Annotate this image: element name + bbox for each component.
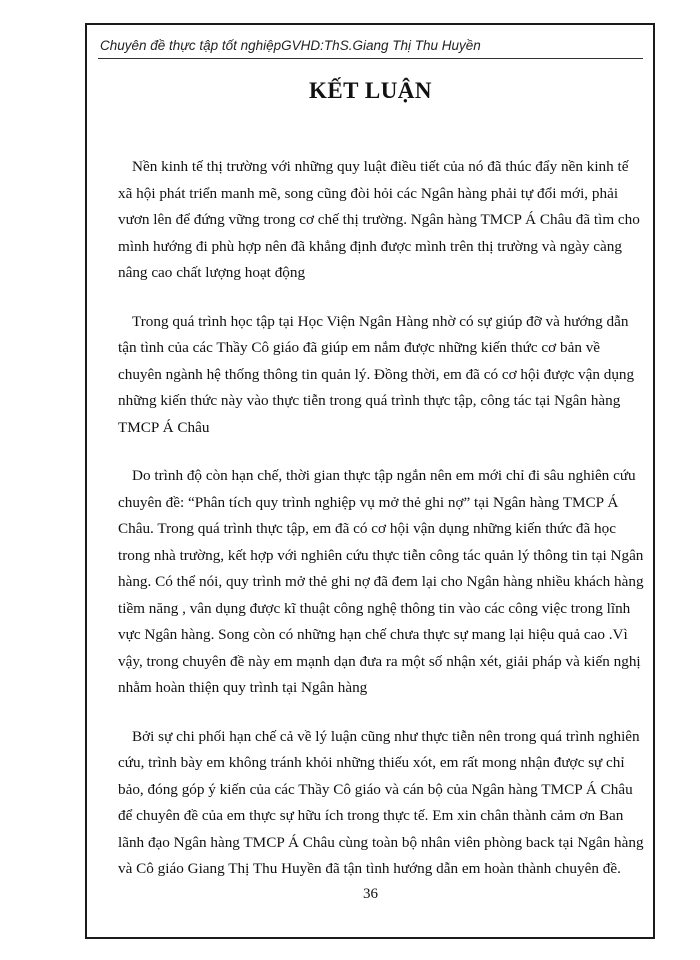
paragraph-4: Bởi sự chi phối hạn chế cả về lý luận cũng như thực tiễn nên trong quá trình nghiên cứu, trình bày em không tránh khỏi những thiếu xót, em rất mong nhận được sự chỉ bảo, đóng góp ý kiến của các Thầy Cô giáo và cán bộ của Ngân hàng TMCP Á Châu để chuyên đề của em thực sự hữu ích trong thực tế. Em xin chân thành cảm ơn Ban lãnh đạo Ngân hàng TMCP Á Châu cùng toàn bộ nhân viên phòng back tại Ngân hàng và Cô giáo Giang Thị Thu Huyền đã tận tình hướng dẫn em hoàn thành chuyên đề. <box>118 727 644 877</box>
paragraph-1: Nền kinh tế thị trường với những quy luật điều tiết của nó đã thúc đẩy nền kinh tế xã hội phát triển manh mẽ, song cũng đòi hỏi các Ngân hàng phải tự đổi mới, phải vươn lên để đứng vững trong cơ chế thị trường. Ngân hàng TMCP Á Châu đã tìm cho mình hướng đi phù hợp nên đã khẳng định được mình trên thị trường và ngày càng nâng cao chất lượng hoạt động <box>118 158 640 281</box>
page-number: 36 <box>363 886 378 902</box>
paragraph-3: Do trình độ còn hạn chế, thời gian thực tập ngắn nên em mới chỉ đi sâu nghiên cứu chuyên đề: “Phân tích quy trình nghiệp vụ mở thẻ ghi nợ” tại Ngân hàng TMCP Á Châu. Trong quá trình thực tập, em đã có cơ hội vận dụng những kiến thức đã học trong nhà trường, kết hợp với nghiên cứu thực tiễn công tác quản lý thông tin tại Ngân hàng. Có thể nói, quy trình mở thẻ ghi nợ đã đem lại cho Ngân hàng nhiều khách hàng tiềm năng , vân dụng được kĩ thuật công nghệ thông tin vào các công việc trong lĩnh vực Ngân hàng. Song còn có những hạn chế chưa thực sự mang lại hiệu quả cao .Vì vậy, trong chuyên đề này em mạnh dạn đưa ra một số nhận xét, giải pháp và kiến nghị nhằm hoàn thiện quy trình tại Ngân hàng <box>118 467 644 696</box>
header-rule <box>98 58 643 59</box>
running-header: Chuyên đề thực tập tốt nghiệpGVHD:ThS.Giang Thị Thu Huyền <box>100 38 481 53</box>
page-title: KẾT LUẬN <box>308 78 433 103</box>
body-text <box>118 154 645 905</box>
paragraph-2: Trong quá trình học tập tại Học Viện Ngân Hàng nhờ có sự giúp đỡ và hướng dẫn tận tình của các Thầy Cô giáo đã giúp em nắm được những kiến thức cơ bản về chuyên ngành hệ thống thông tin quản lý. Đồng thời, em đã có cơ hội được vận dụng những kiến thức này vào thực tiễn trong quá trình thực tập, công tác tại Ngân hàng TMCP Á Châu <box>118 312 635 436</box>
